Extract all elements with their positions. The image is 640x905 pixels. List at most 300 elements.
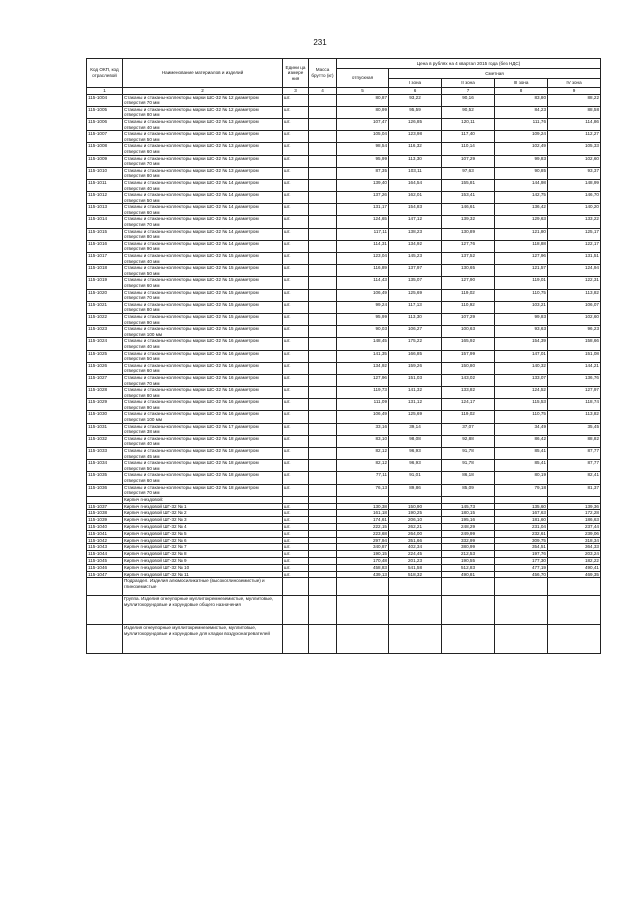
item-name: Стаканы и стаканы-коллекторы марки ШС-32 № 12 диаметром отверстия 80 мм — [123, 106, 283, 118]
item-code: 115-1047 — [87, 571, 123, 578]
section-title: Изделия огнеупорные муллитокремнеземистые, муллитовые, муллитокорундовые и корундовые для кладки воздухонагревателей — [123, 625, 283, 654]
item-unit: шт. — [283, 326, 309, 338]
price-zone-2: 120,11 — [442, 118, 495, 130]
table-row — [87, 204, 601, 216]
price-zone-1: 95,59 — [389, 106, 442, 118]
table-row — [87, 517, 601, 524]
price-zone-4: 136,76 — [548, 374, 601, 386]
item-name: Стаканы и стаканы-коллекторы марки ШС-32 № 13 диаметром отверстия 70 мм — [123, 155, 283, 167]
table-row — [87, 106, 601, 118]
item-name: Стаканы и стаканы-коллекторы марки ШС-32 № 18 диаметром отверстия 45 мм — [123, 448, 283, 460]
item-unit: шт. — [283, 564, 309, 571]
price-table — [86, 58, 601, 654]
price-zone-2: 127,90 — [442, 277, 495, 289]
price-zone-4: 112,27 — [548, 131, 601, 143]
table-row — [87, 537, 601, 544]
header-zone-1: I зона — [389, 79, 442, 88]
item-mass — [309, 544, 337, 551]
price-release: 127,96 — [337, 374, 389, 386]
item-code: 115-1044 — [87, 551, 123, 558]
price-zone-3: 142,75 — [495, 192, 548, 204]
item-unit: шт. — [283, 350, 309, 362]
item-code: 115-1028 — [87, 387, 123, 399]
item-mass — [309, 484, 337, 496]
empty-cell — [309, 625, 337, 654]
price-zone-3: 115,53 — [495, 399, 548, 411]
price-zone-3: 102,49 — [495, 143, 548, 155]
price-zone-4: 172,28 — [548, 510, 601, 517]
empty-cell — [309, 496, 337, 503]
item-unit: шт. — [283, 551, 309, 558]
table-row — [87, 399, 601, 411]
item-name: Кирпич гнездовой ШГ-32 № 3 — [123, 517, 283, 524]
item-code: 115-1015 — [87, 228, 123, 240]
item-unit: шт. — [283, 301, 309, 313]
item-unit: шт. — [283, 510, 309, 517]
price-zone-3: 85,41 — [495, 460, 548, 472]
price-release: 340,87 — [337, 544, 389, 551]
item-mass — [309, 326, 337, 338]
price-zone-2: 127,76 — [442, 240, 495, 252]
price-release: 161,18 — [337, 510, 389, 517]
price-zone-4: 87,77 — [548, 448, 601, 460]
price-zone-1: 89,86 — [389, 484, 442, 496]
price-release: 439,13 — [337, 571, 389, 578]
empty-cell — [283, 578, 309, 596]
empty-cell — [87, 596, 123, 625]
price-release: 106,49 — [337, 289, 389, 301]
table-row — [87, 387, 601, 399]
price-zone-2: 119,02 — [442, 289, 495, 301]
item-mass — [309, 411, 337, 423]
table-row — [87, 167, 601, 179]
price-release: 98,54 — [337, 143, 389, 155]
price-zone-2: 91,78 — [442, 448, 495, 460]
item-name: Стаканы и стаканы-коллекторы марки ШС-32 № 16 диаметром отверстия 60 мм — [123, 362, 283, 374]
price-release: 174,61 — [337, 517, 389, 524]
price-zone-2: 155,81 — [442, 179, 495, 191]
price-zone-4: 106,07 — [548, 301, 601, 313]
item-unit: шт. — [283, 523, 309, 530]
price-zone-2: 130,89 — [442, 228, 495, 240]
price-zone-1: 518,32 — [389, 571, 442, 578]
price-release: 170,48 — [337, 557, 389, 564]
price-release: 124,65 — [337, 216, 389, 228]
item-mass — [309, 523, 337, 530]
price-zone-4: 102,60 — [548, 313, 601, 325]
item-name: Стаканы и стаканы-коллекторы марки ШС-32 № 13 диаметром отверстия 80 мм — [123, 167, 283, 179]
price-zone-1: 264,00 — [389, 530, 442, 537]
empty-cell — [548, 496, 601, 503]
empty-cell — [442, 578, 495, 596]
item-unit: шт. — [283, 143, 309, 155]
price-zone-1: 39,14 — [389, 423, 442, 435]
item-name: Стаканы и стаканы-коллекторы марки ШС-32 № 12 диаметром отверстия 70 мм — [123, 94, 283, 106]
price-zone-1: 137,97 — [389, 265, 442, 277]
item-code: 115-1034 — [87, 460, 123, 472]
table-row — [87, 338, 601, 350]
item-mass — [309, 530, 337, 537]
price-release: 90,03 — [337, 326, 389, 338]
item-code: 115-1008 — [87, 143, 123, 155]
price-zone-2: 190,55 — [442, 557, 495, 564]
price-zone-2: 100,63 — [442, 326, 495, 338]
price-zone-3: 133,07 — [495, 374, 548, 386]
item-unit: шт. — [283, 387, 309, 399]
price-zone-3: 309,75 — [495, 537, 548, 544]
item-unit: шт. — [283, 517, 309, 524]
price-zone-3: 93,63 — [495, 326, 548, 338]
price-zone-1: 96,93 — [389, 448, 442, 460]
table-row — [87, 118, 601, 130]
price-zone-2: 143,02 — [442, 374, 495, 386]
table-row — [87, 131, 601, 143]
item-code: 115-1022 — [87, 313, 123, 325]
price-zone-3: 86,42 — [495, 435, 548, 447]
price-zone-4: 82,41 — [548, 472, 601, 484]
item-unit: шт. — [283, 253, 309, 265]
item-unit: шт. — [283, 155, 309, 167]
item-name: Кирпич гнездовой ШГ-32 № 5 — [123, 530, 283, 537]
price-zone-1: 145,23 — [389, 253, 442, 265]
item-name: Кирпич гнездовой ШГ-32 № 6 — [123, 537, 283, 544]
item-mass — [309, 192, 337, 204]
section-row — [87, 596, 601, 625]
price-zone-2: 117,40 — [442, 131, 495, 143]
item-unit: шт. — [283, 228, 309, 240]
price-zone-1: 93,22 — [389, 94, 442, 106]
price-zone-2: 124,17 — [442, 399, 495, 411]
price-release: 117,11 — [337, 228, 389, 240]
item-code: 115-1014 — [87, 216, 123, 228]
section-title: Группа. Изделия огнеупорные муллитокремнеземистые, муллитовые, муллитокорундовые и корундовые общего назначения — [123, 596, 283, 625]
price-zone-2: 133,82 — [442, 387, 495, 399]
price-zone-2: 110,92 — [442, 301, 495, 313]
item-code: 115-1009 — [87, 155, 123, 167]
item-name: Стаканы и стаканы-коллекторы марки ШС-32 № 15 диаметром отверстия 50 мм — [123, 265, 283, 277]
item-name: Стаканы и стаканы-коллекторы марки ШС-32 № 13 диаметром отверстия 60 мм — [123, 143, 283, 155]
item-name: Стаканы и стаканы-коллекторы марки ШС-32 № 16 диаметром отверстия 90 мм — [123, 399, 283, 411]
price-release: 131,17 — [337, 204, 389, 216]
price-zone-4: 102,60 — [548, 155, 601, 167]
price-zone-1: 125,69 — [389, 411, 442, 423]
item-code: 115-1012 — [87, 192, 123, 204]
price-zone-1: 175,22 — [389, 338, 442, 350]
price-zone-3: 121,57 — [495, 265, 548, 277]
item-code: 115-1037 — [87, 503, 123, 510]
price-zone-4: 140,20 — [548, 204, 601, 216]
item-unit: шт. — [283, 423, 309, 435]
price-zone-1: 190,25 — [389, 510, 442, 517]
item-mass — [309, 265, 337, 277]
item-name: Кирпич гнездовой ШГ-32 № 10 — [123, 564, 283, 571]
item-code: 115-1020 — [87, 289, 123, 301]
price-zone-2: 380,99 — [442, 544, 495, 551]
item-mass — [309, 362, 337, 374]
item-name: Стаканы и стаканы-коллекторы марки ШС-32 № 15 диаметром отверстия 90 мм — [123, 313, 283, 325]
header-code: Код ОКП, код отраслевой — [87, 59, 123, 88]
price-zone-3: 103,21 — [495, 301, 548, 313]
price-zone-3: 181,60 — [495, 517, 548, 524]
price-release: 114,43 — [337, 277, 389, 289]
item-name: Стаканы и стаканы-коллекторы марки ШС-32 № 14 диаметром отверстия 50 мм — [123, 192, 283, 204]
price-zone-3: 231,04 — [495, 523, 548, 530]
table-row — [87, 228, 601, 240]
price-zone-3: 109,24 — [495, 131, 548, 143]
item-unit: шт. — [283, 131, 309, 143]
col-number: 1 — [87, 88, 123, 95]
price-zone-2: 139,32 — [442, 216, 495, 228]
item-name: Стаканы и стаканы-коллекторы марки ШС-32 № 14 диаметром отверстия 40 мм — [123, 179, 283, 191]
price-release: 114,31 — [337, 240, 389, 252]
header-zone-3: III зона — [495, 79, 548, 88]
table-row — [87, 362, 601, 374]
price-release: 190,15 — [337, 551, 389, 558]
table-row — [87, 484, 601, 496]
item-name: Стаканы и стаканы-коллекторы марки ШС-32 № 13 диаметром отверстия 40 мм — [123, 118, 283, 130]
item-code: 115-1029 — [87, 399, 123, 411]
price-zone-2: 37,07 — [442, 423, 495, 435]
price-zone-3: 110,75 — [495, 411, 548, 423]
item-unit: шт. — [283, 484, 309, 496]
item-code: 115-1031 — [87, 423, 123, 435]
price-zone-2: 212,53 — [442, 551, 495, 558]
price-release: 222,15 — [337, 523, 389, 530]
item-code: 115-1045 — [87, 557, 123, 564]
table-row — [87, 544, 601, 551]
price-zone-3: 135,60 — [495, 503, 548, 510]
item-name: Стаканы и стаканы-коллекторы марки ШС-32 № 16 диаметром отверстия 80 мм — [123, 387, 283, 399]
item-unit: шт. — [283, 374, 309, 386]
table-row — [87, 571, 601, 578]
item-unit: шт. — [283, 557, 309, 564]
item-mass — [309, 551, 337, 558]
item-code: 115-1005 — [87, 106, 123, 118]
col-number: 4 — [309, 88, 337, 95]
header-unit: Едини ца измере ния — [283, 59, 309, 88]
price-zone-2: 107,29 — [442, 155, 495, 167]
item-unit: шт. — [283, 435, 309, 447]
empty-cell — [548, 578, 601, 596]
price-zone-4: 113,82 — [548, 411, 601, 423]
item-mass — [309, 374, 337, 386]
price-zone-2: 145,73 — [442, 503, 495, 510]
item-name: Кирпич гнездовой ШГ-32 № 2 — [123, 510, 283, 517]
item-mass — [309, 510, 337, 517]
item-name: Стаканы и стаканы-коллекторы марки ШС-32 № 18 диаметром отверстия 40 мм — [123, 435, 283, 447]
item-mass — [309, 557, 337, 564]
col-number: 2 — [123, 88, 283, 95]
price-zone-1: 98,08 — [389, 435, 442, 447]
item-code: 115-1046 — [87, 564, 123, 571]
item-code: 115-1043 — [87, 544, 123, 551]
table-row — [87, 301, 601, 313]
item-name: Стаканы и стаканы-коллекторы марки ШС-32 № 14 диаметром отверстия 70 мм — [123, 216, 283, 228]
price-zone-4: 127,97 — [548, 387, 601, 399]
item-name: Кирпич гнездовой ШГ-32 № 11 — [123, 571, 283, 578]
empty-cell — [495, 596, 548, 625]
price-zone-2: 249,99 — [442, 530, 495, 537]
item-unit: шт. — [283, 289, 309, 301]
price-zone-3: 147,01 — [495, 350, 548, 362]
empty-cell — [548, 596, 601, 625]
table-row — [87, 253, 601, 265]
price-zone-1: 117,13 — [389, 301, 442, 313]
price-zone-4: 146,70 — [548, 192, 601, 204]
item-unit: шт. — [283, 338, 309, 350]
price-zone-4: 144,21 — [548, 362, 601, 374]
price-zone-3: 110,75 — [495, 289, 548, 301]
table-row — [87, 216, 601, 228]
price-release: 137,26 — [337, 192, 389, 204]
item-unit: шт. — [283, 503, 309, 510]
price-zone-2: 512,83 — [442, 564, 495, 571]
item-mass — [309, 338, 337, 350]
price-zone-4: 35,45 — [548, 423, 601, 435]
item-code: 115-1026 — [87, 362, 123, 374]
price-zone-2: 490,81 — [442, 571, 495, 578]
item-name: Стаканы и стаканы-коллекторы марки ШС-32 № 15 диаметром отверстия 80 мм — [123, 301, 283, 313]
item-unit: шт. — [283, 537, 309, 544]
price-zone-1: 113,30 — [389, 155, 442, 167]
table-row — [87, 326, 601, 338]
item-unit: шт. — [283, 192, 309, 204]
price-zone-3: 136,42 — [495, 204, 548, 216]
price-zone-3: 83,80 — [495, 94, 548, 106]
price-zone-3: 232,61 — [495, 530, 548, 537]
item-name: Стаканы и стаканы-коллекторы марки ШС-32 № 16 диаметром отверстия 100 мм — [123, 411, 283, 423]
price-zone-3: 34,49 — [495, 423, 548, 435]
item-mass — [309, 517, 337, 524]
price-zone-4: 105,33 — [548, 143, 601, 155]
item-unit: шт. — [283, 530, 309, 537]
item-mass — [309, 94, 337, 106]
price-zone-4: 490,41 — [548, 564, 601, 571]
price-zone-3: 79,18 — [495, 484, 548, 496]
item-mass — [309, 423, 337, 435]
table-row — [87, 192, 601, 204]
table-row — [87, 448, 601, 460]
item-mass — [309, 537, 337, 544]
price-zone-4: 318,34 — [548, 537, 601, 544]
table-row — [87, 510, 601, 517]
price-zone-4: 87,77 — [548, 460, 601, 472]
section-title: Подраздел. Изделия алюмосиликатные (высокоглиноземистые) и глиноземистые — [123, 578, 283, 596]
price-zone-1: 206,10 — [389, 517, 442, 524]
item-name: Стаканы и стаканы-коллекторы марки ШС-32 № 14 диаметром отверстия 80 мм — [123, 228, 283, 240]
item-mass — [309, 564, 337, 571]
item-name: Стаканы и стаканы-коллекторы марки ШС-32 № 18 диаметром отверстия 70 мм — [123, 484, 283, 496]
price-zone-1: 150,90 — [389, 503, 442, 510]
price-zone-3: 167,63 — [495, 510, 548, 517]
price-zone-4: 203,24 — [548, 551, 601, 558]
empty-cell — [495, 578, 548, 596]
item-code: 115-1042 — [87, 537, 123, 544]
col-number: 5 — [337, 88, 389, 95]
price-zone-3: 80,19 — [495, 472, 548, 484]
price-zone-4: 151,08 — [548, 350, 601, 362]
price-zone-3: 85,41 — [495, 448, 548, 460]
table-row — [87, 179, 601, 191]
price-zone-3: 197,76 — [495, 551, 548, 558]
item-name: Стаканы и стаканы-коллекторы марки ШС-32 № 16 диаметром отверстия 50 мм — [123, 350, 283, 362]
price-zone-3: 154,39 — [495, 338, 548, 350]
empty-cell — [87, 625, 123, 654]
item-mass — [309, 277, 337, 289]
price-zone-4: 158,66 — [548, 338, 601, 350]
header-price: Цена в рублях на 4 квартал 2015 года (без НДС) — [337, 59, 601, 69]
item-code: 115-1040 — [87, 523, 123, 530]
price-zone-4: 239,06 — [548, 530, 601, 537]
price-release: 76,13 — [337, 484, 389, 496]
price-zone-2: 91,78 — [442, 460, 495, 472]
price-release: 106,49 — [337, 411, 389, 423]
item-name: Кирпич гнездовой ШГ-32 № 4 — [123, 523, 283, 530]
item-name: Стаканы и стаканы-коллекторы марки ШС-32 № 13 диаметром отверстия 50 мм — [123, 131, 283, 143]
section-row — [87, 496, 601, 503]
price-zone-2: 85,09 — [442, 484, 495, 496]
item-name: Стаканы и стаканы-коллекторы марки ШС-32 № 15 диаметром отверстия 60 мм — [123, 277, 283, 289]
price-zone-3: 127,96 — [495, 253, 548, 265]
item-name: Стаканы и стаканы-коллекторы марки ШС-32 № 15 диаметром отверстия 70 мм — [123, 289, 283, 301]
price-zone-2: 86,18 — [442, 472, 495, 484]
empty-cell — [309, 578, 337, 596]
price-zone-3: 177,30 — [495, 557, 548, 564]
item-unit: шт. — [283, 472, 309, 484]
price-zone-3: 90,85 — [495, 167, 548, 179]
empty-cell — [548, 625, 601, 654]
empty-cell — [87, 496, 123, 503]
price-zone-4: 133,22 — [548, 216, 601, 228]
price-zone-2: 150,80 — [442, 362, 495, 374]
item-code: 115-1030 — [87, 411, 123, 423]
item-unit: шт. — [283, 571, 309, 578]
empty-cell — [442, 625, 495, 654]
item-unit: шт. — [283, 167, 309, 179]
price-release: 119,73 — [337, 387, 389, 399]
price-zone-4: 124,94 — [548, 265, 601, 277]
table-row — [87, 530, 601, 537]
table-row — [87, 313, 601, 325]
table-row — [87, 289, 601, 301]
price-zone-3: 118,88 — [495, 240, 548, 252]
empty-cell — [389, 578, 442, 596]
price-release: 99,24 — [337, 301, 389, 313]
header-release: отпускная — [337, 69, 389, 88]
item-code: 115-1013 — [87, 204, 123, 216]
empty-cell — [87, 578, 123, 596]
empty-cell — [389, 625, 442, 654]
header-zone-4: IV зона — [548, 79, 601, 88]
price-zone-1: 164,54 — [389, 179, 442, 191]
price-zone-1: 147,12 — [389, 216, 442, 228]
col-number: 3 — [283, 88, 309, 95]
price-zone-4: 131,51 — [548, 253, 601, 265]
item-name: Кирпич гнездовой ШГ-32 № 9 — [123, 557, 283, 564]
price-zone-1: 138,23 — [389, 228, 442, 240]
table-row — [87, 277, 601, 289]
price-zone-1: 126,85 — [389, 118, 442, 130]
price-zone-1: 116,32 — [389, 143, 442, 155]
item-code: 115-1036 — [87, 484, 123, 496]
price-zone-2: 146,61 — [442, 204, 495, 216]
price-zone-4: 96,23 — [548, 326, 601, 338]
item-mass — [309, 204, 337, 216]
price-zone-3: 144,98 — [495, 179, 548, 191]
price-release: 139,40 — [337, 179, 389, 191]
price-zone-3: 84,23 — [495, 106, 548, 118]
empty-cell — [442, 596, 495, 625]
